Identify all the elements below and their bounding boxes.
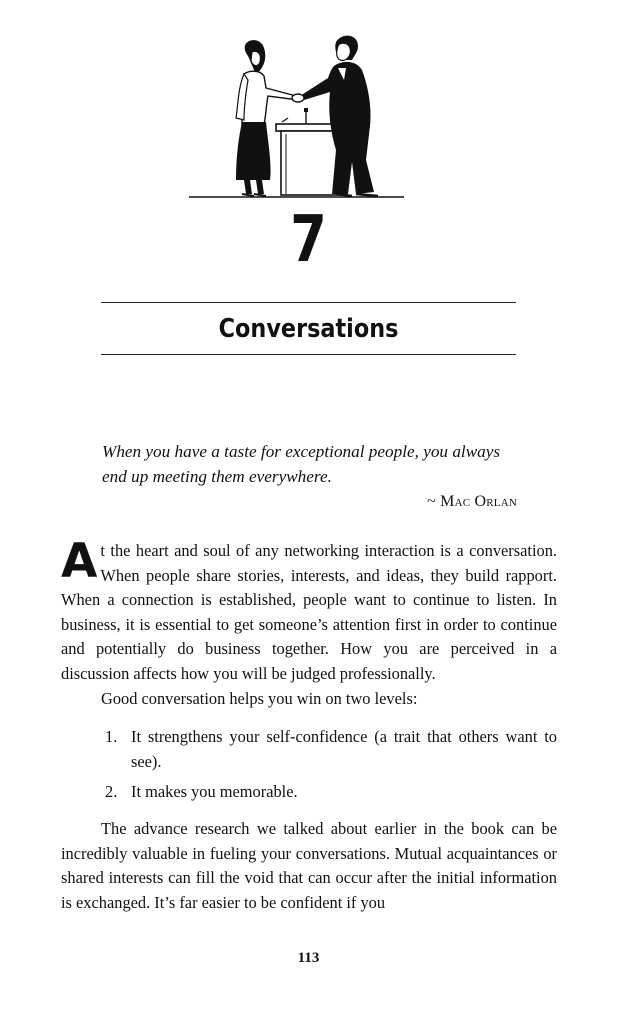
list-item-number: 2. xyxy=(105,782,118,802)
body-text xyxy=(61,534,557,915)
title-rule-top xyxy=(101,302,516,303)
epigraph-quote: When you have a taste for exceptional people, you always end up meeting them everywhere. xyxy=(102,442,501,486)
paragraph-3: The advance research we talked about earlier in the book can be incredibly valuable in fueling your conversations. Mutual acquaintances or shared interests can fill the void that can occur after the initial information is exchanged. It’s far easier to be confident if you xyxy=(61,818,557,912)
chapter-title-text: Conversations xyxy=(218,314,399,344)
epigraph-attribution: ~ Mac Orlan xyxy=(427,493,517,510)
paragraph-1-text: t the heart and soul of any networking interaction is a conversation. When people share stories, interests, and ideas, they build rapport. When a connection is established, people want to continue to listen. In business, it is essential to get someone’s attention first in order to continue and potentially do business together. How you are perceived in a discussion affects how you will be judged professionally. xyxy=(61,541,557,683)
title-rule-bottom xyxy=(101,354,516,355)
numbered-list xyxy=(61,725,557,805)
list-item-text: It makes you memorable. xyxy=(131,782,298,802)
drop-cap: A xyxy=(61,534,98,589)
chapter-number: 7 xyxy=(290,203,327,277)
handshake-illustration xyxy=(186,30,408,202)
list-item xyxy=(61,780,557,805)
list-item xyxy=(61,725,557,774)
list-item-text: It strengthens your self-confidence (a trait that others want to see). xyxy=(131,727,557,771)
chapter-title xyxy=(0,311,617,347)
paragraph-2: Good conversation helps you win on two levels: xyxy=(101,688,418,708)
page-number: 113 xyxy=(297,950,320,966)
paragraph-1 xyxy=(61,534,557,687)
list-item-number: 1. xyxy=(105,727,118,747)
